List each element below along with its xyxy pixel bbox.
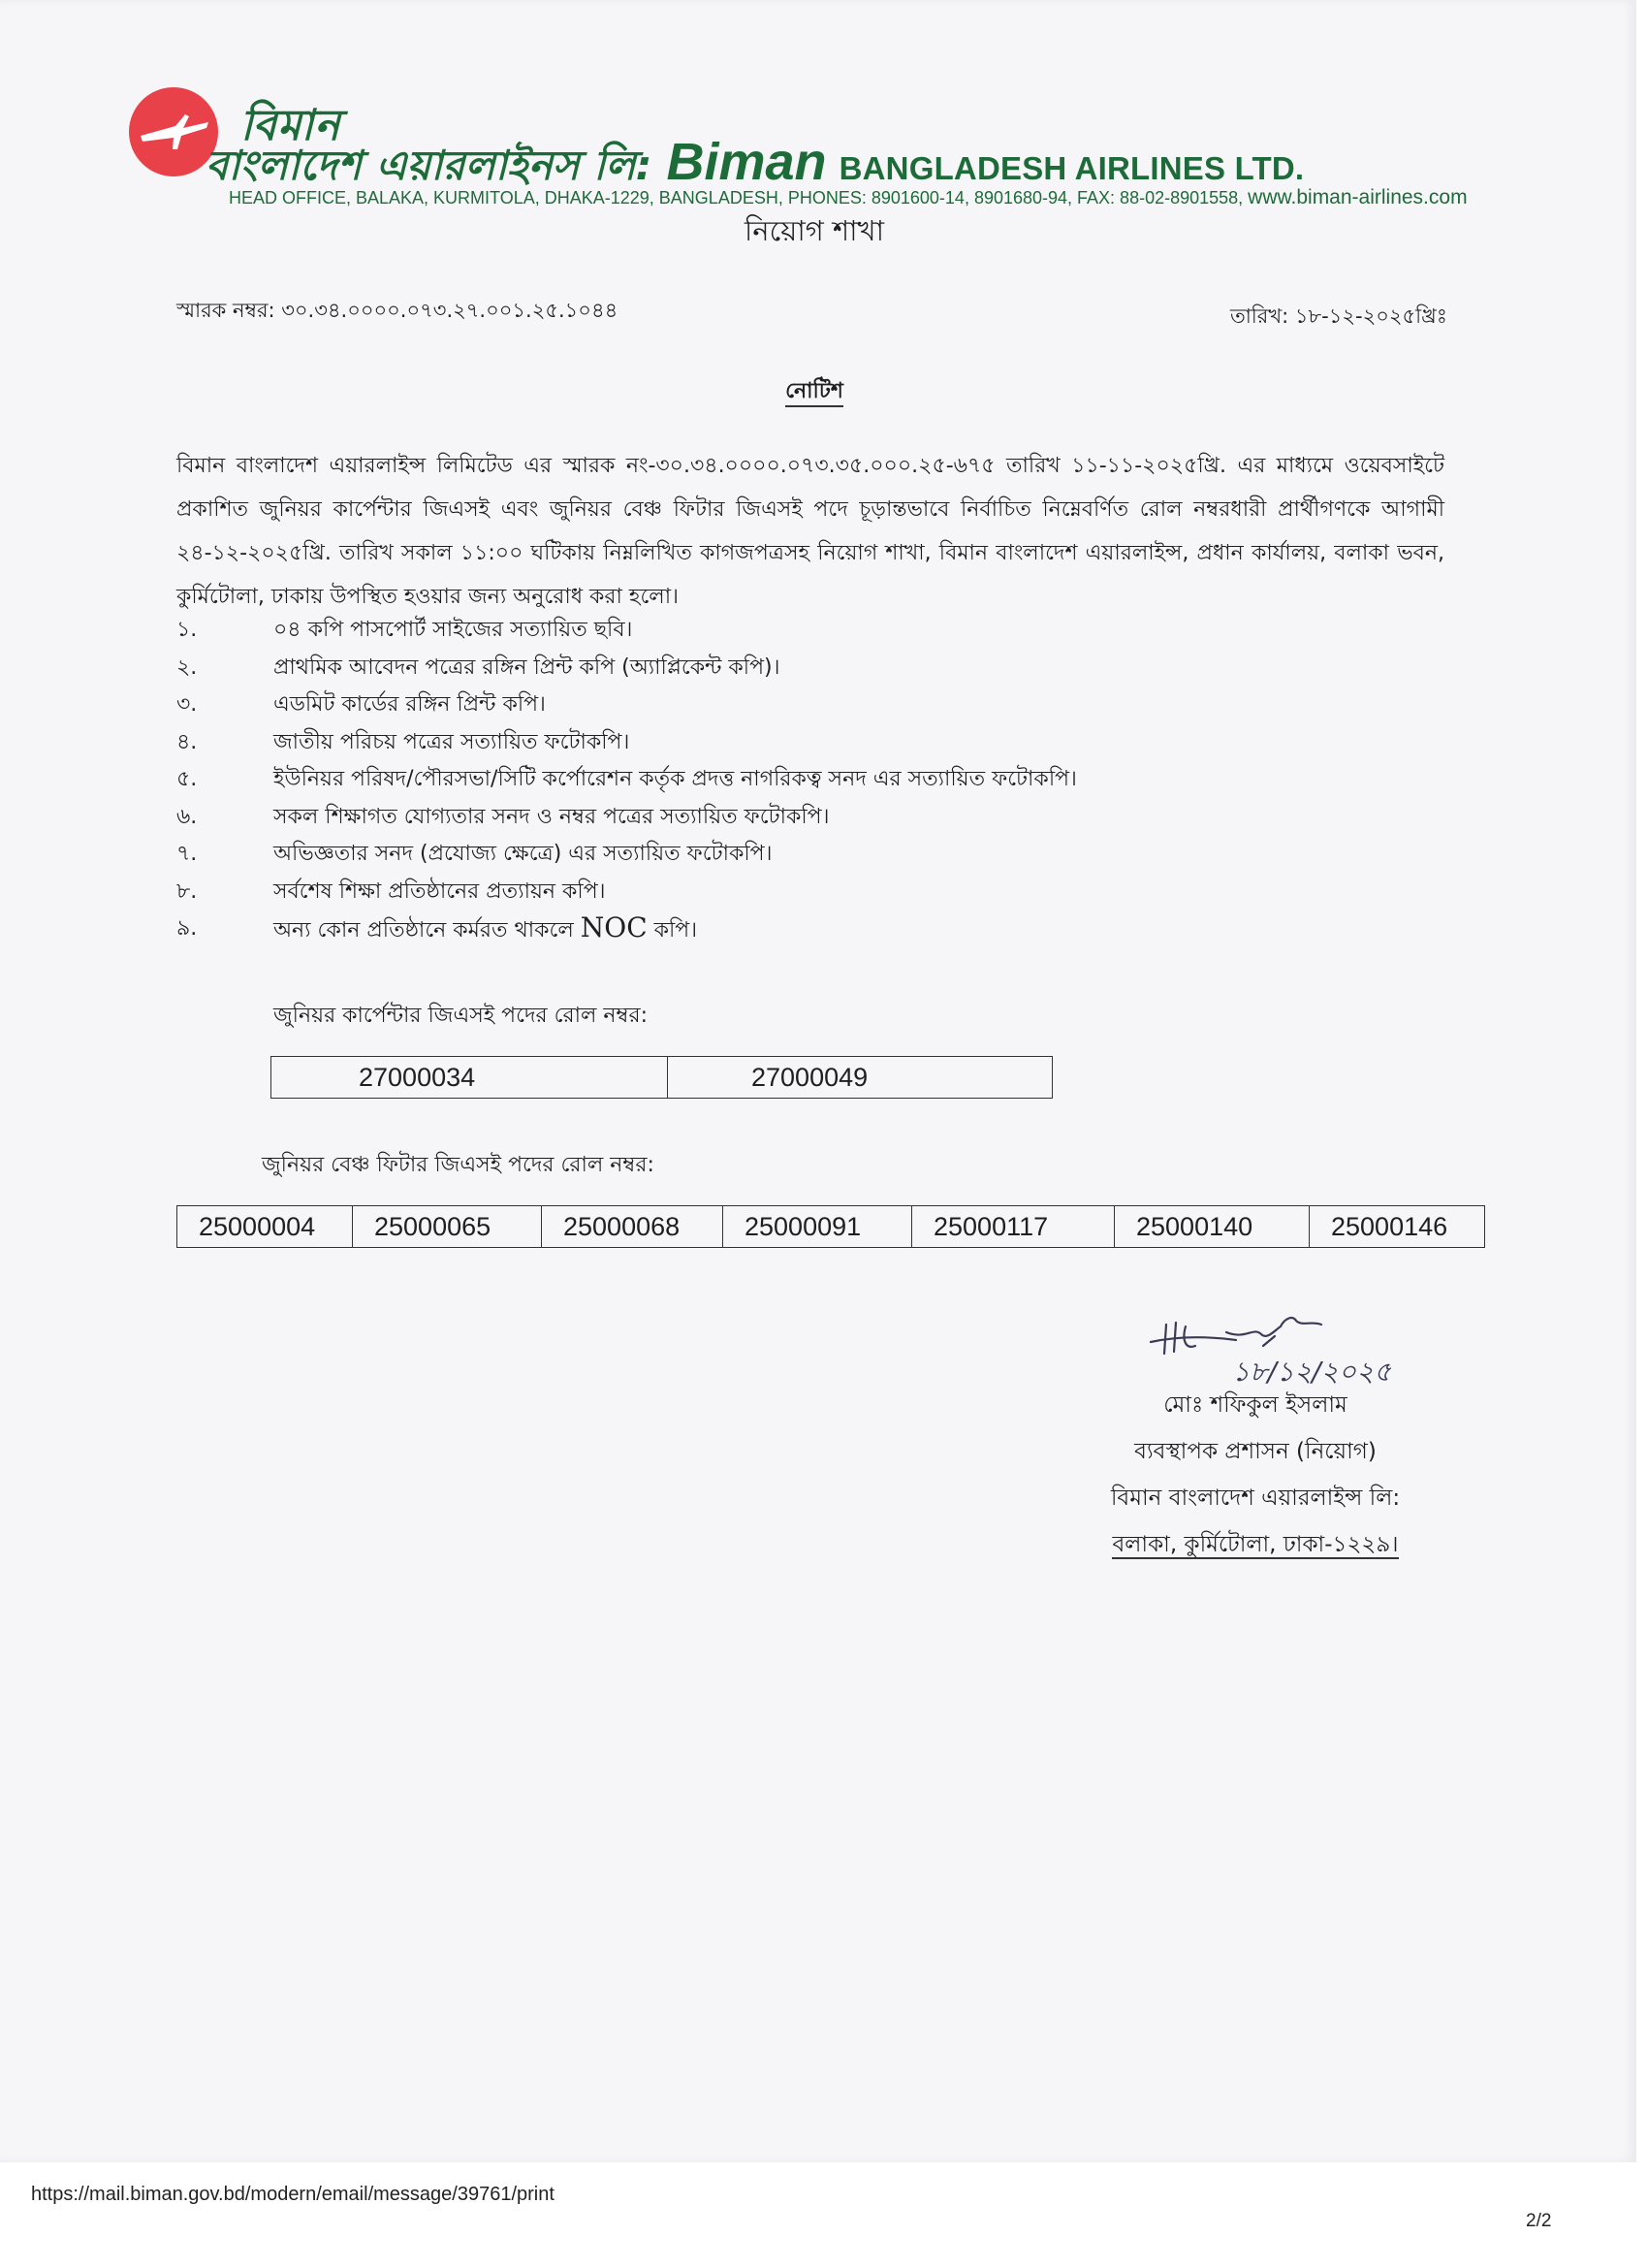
- notice-body: বিমান বাংলাদেশ এয়ারলাইন্স লিমিটেড এর স্মারক নং-৩০.৩৪.০০০০.০৭৩.৩৫.০০০.২৫-৬৭৫ তারিখ ১১-১১-২০২৫খ্রি. এর মাধ্যমে ওয়েবসাইটে প্রকাশিত জুনিয়র কার্পেন্টার জিএসই এবং জুনিয়র বেঞ্চ ফিটার জিএসই পদে চূড়ান্তভাবে নির্বাচিত নিম্নেবর্ণিত রোল নম্বরধারী প্রার্থীগণকে আগামী ২৪-১২-২০২৫খ্রি. তারিখ সকাল ১১:০০ ঘটিকায় নিম্নলিখিত কাগজপত্রসহ নিয়োগ শাখা, বিমান বাংলাদেশ এয়ারলাইন্স, প্রধান কার্যালয়, বলাকা ভবন, কুর্মিটোলা, ঢাকায় উপস্থিত হওয়ার জন্য অনুরোধ করা হলো।: [176, 454, 1444, 609]
- list-item: [176, 651, 1437, 688]
- section-name: নিয়োগ শাখা: [745, 214, 884, 247]
- noc-text: NOC: [580, 911, 648, 943]
- roll-number-cell: 25000065: [353, 1206, 542, 1248]
- carpenter-roll-label: জুনিয়র কার্পেন্টার জিএসই পদের রোল নম্বর:: [273, 1004, 648, 1028]
- roll-number-cell: 25000091: [723, 1206, 912, 1248]
- head-office-address: HEAD OFFICE, BALAKA, KURMITOLA, DHAKA-1229, BANGLADESH, PHONES: 8901600-14, 8901680-94, FAX: 88-02-8901558,: [229, 188, 1249, 208]
- list-item-text: ০৪ কপি পাসপোর্ট সাইজের সত্যায়িত ছবি।: [273, 618, 633, 642]
- list-item-text: সর্বশেষ শিক্ষা প্রতিষ্ঠানের প্রত্যায়ন কপি।: [273, 878, 606, 904]
- roll-number-cell: 25000117: [912, 1206, 1115, 1248]
- list-item-number: ২.: [176, 655, 198, 680]
- list-item: [176, 687, 1437, 725]
- bench-fitter-roll-label: জুনিয়র বেঞ্চ ফিটার জিএসই পদের রোল নম্বর:: [262, 1153, 654, 1177]
- page-number: 2/2: [1526, 2211, 1552, 2231]
- brand-name-bangla-bottom: বাংলাদেশ এয়ারলাইনস লি:: [206, 142, 652, 189]
- signatory-designation: ব্যবস্থাপক প্রশাসন (নিয়োগ): [1134, 1439, 1377, 1464]
- list-item-number: ৭.: [176, 842, 198, 866]
- list-item-number: ৯.: [176, 916, 198, 941]
- list-item: [176, 613, 1437, 651]
- list-item-number: ৫.: [176, 767, 198, 791]
- list-item-text: এডমিট কার্ডের রঙ্গিন প্রিন্ট কপি।: [273, 692, 546, 717]
- roll-number-cell: 25000140: [1115, 1206, 1310, 1248]
- signature-block: [1042, 1387, 1469, 1573]
- list-item: [176, 837, 1437, 875]
- notice-title-text: নোটিশ: [785, 379, 843, 407]
- list-item-number: ৪.: [176, 729, 198, 754]
- list-item-number: ১.: [176, 618, 198, 642]
- list-item: [176, 875, 1437, 912]
- bench-fitter-roll-table: [176, 1205, 1485, 1248]
- roll-number-cell: 25000146: [1310, 1206, 1485, 1248]
- list-item: [176, 725, 1437, 763]
- list-item-text-part: অন্য কোন প্রতিষ্ঠানে কর্মরত থাকলে: [273, 918, 581, 942]
- brand-name-bangla-top: বিমান: [240, 101, 341, 150]
- signatory-organization: বিমান বাংলাদেশ এয়ারলাইন্স লি:: [1110, 1485, 1401, 1511]
- brand-name-english: BANGLADESH AIRLINES LTD.: [839, 150, 1305, 186]
- requirements-list: [176, 613, 1437, 949]
- list-item-number: ৮.: [176, 878, 198, 904]
- handwritten-date: ১৮/১২/২০২৫: [1232, 1356, 1391, 1388]
- list-item-text: [273, 911, 697, 949]
- list-item-number: ৩.: [176, 692, 198, 717]
- brand-biman-wordmark: Biman: [666, 133, 827, 191]
- roll-number-cell: 25000068: [542, 1206, 723, 1248]
- carpenter-roll-table: [270, 1056, 1053, 1099]
- list-item: [176, 800, 1437, 838]
- list-item-text: অভিজ্ঞতার সনদ (প্রযোজ্য ক্ষেত্রে) এর সত্যায়িত ফটোকপি।: [273, 842, 773, 866]
- list-item-number: ৬.: [176, 804, 198, 829]
- roll-number-cell: 27000034: [271, 1057, 668, 1099]
- roll-number-cell: 27000049: [668, 1057, 1053, 1099]
- signatory-address: [1042, 1526, 1469, 1573]
- list-item-text: ইউনিয়র পরিষদ/পৌরসভা/সিটি কর্পোরেশন কর্তৃক প্রদত্ত নাগরিকত্ব সনদ এর সত্যায়িত ফটোকপি।: [273, 767, 1077, 791]
- print-url: https://mail.biman.gov.bd/modern/email/message/39761/print: [31, 2184, 555, 2205]
- list-item: [176, 762, 1437, 800]
- head-office-line: [229, 186, 1468, 209]
- roll-number-cell: 25000004: [177, 1206, 353, 1248]
- signatory-address-text: বলাকা, কুর্মিটোলা, ঢাকা-১২২৯।: [1112, 1532, 1399, 1557]
- website-link: www.biman-airlines.com: [1248, 186, 1468, 208]
- list-item-text: প্রাথমিক আবেদন পত্রের রঙ্গিন প্রিন্ট কপি (অ্যাপ্লিকেন্ট কপি)।: [273, 655, 780, 680]
- notice-title: [0, 374, 1629, 410]
- list-item-text: সকল শিক্ষাগত যোগ্যতার সনদ ও নম্বর পত্রের সত্যায়িত ফটোকপি।: [273, 804, 830, 829]
- signatory-name: মোঃ শফিকুল ইসলাম: [1163, 1392, 1347, 1418]
- memo-number: স্মারক নম্বর: ৩০.৩৪.০০০০.০৭৩.২৭.০০১.২৫.১০৪৪: [176, 299, 618, 322]
- list-item-text: জাতীয় পরিচয় পত্রের সত্যায়িত ফটোকপি।: [273, 729, 630, 754]
- list-item: [176, 911, 1437, 949]
- memo-date: তারিখ: ১৮-১২-২০২৫খ্রিঃ: [1229, 304, 1447, 328]
- list-item-text-part: কপি।: [647, 918, 698, 942]
- handwritten-signature: [1139, 1307, 1391, 1394]
